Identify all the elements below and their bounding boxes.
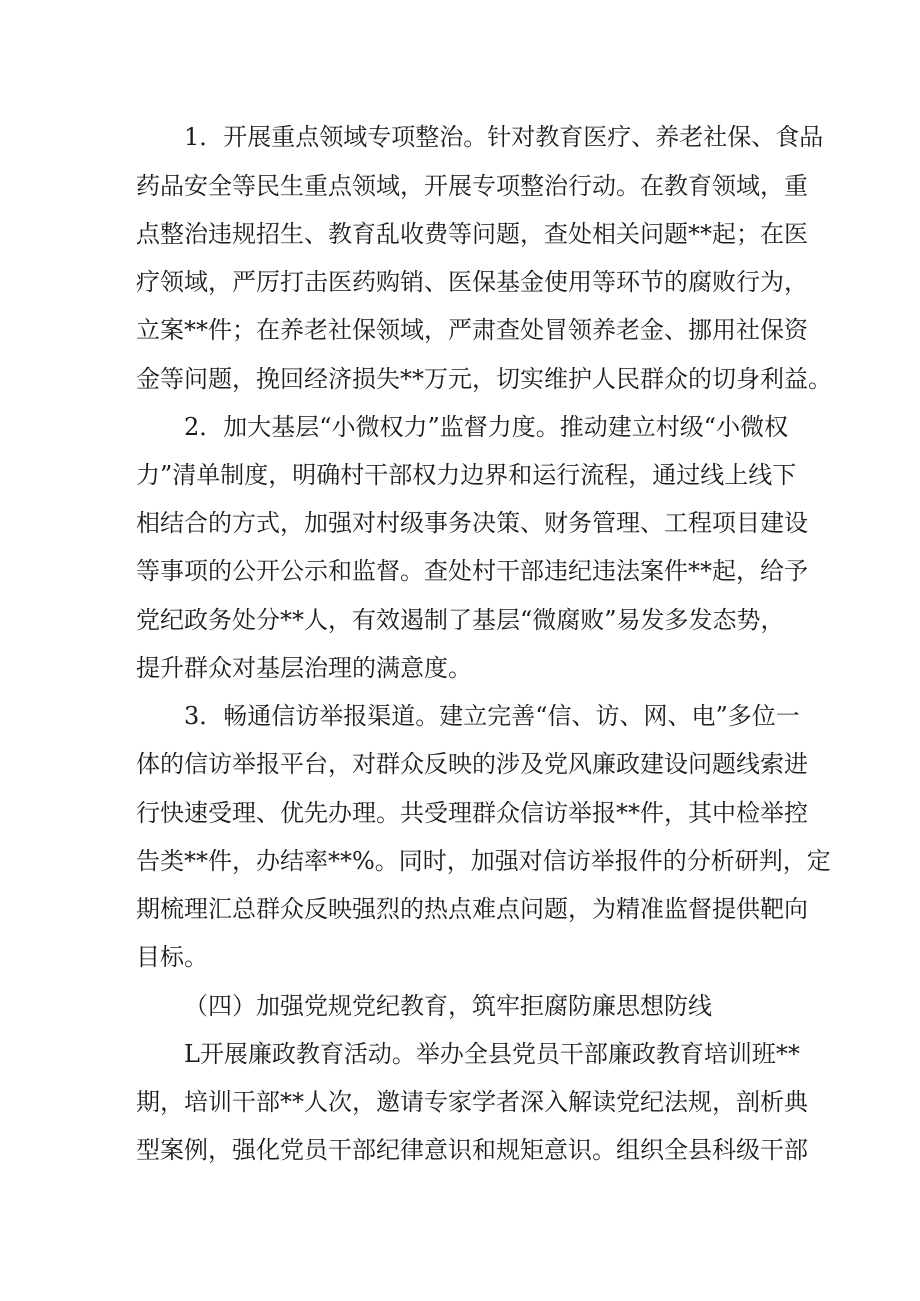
- paragraph-1-line-5: 立案**件；在养老社保领域，严肃查处冒领养老金、挪用社保资: [136, 316, 808, 344]
- paragraph-3-line-5: 期梳理汇总群众反映强烈的热点难点问题，为精准监督提供靶向: [136, 895, 808, 923]
- paragraph-2-line-3: 相结合的方式，加强对村级事务决策、财务管理、工程项目建设: [136, 509, 808, 537]
- paragraph-3-line-1: 3．畅通信访举报渠道。建立完善“信、访、网、电”多位一: [184, 702, 800, 730]
- paragraph-2-line-4: 等事项的公开公示和监督。查处村干部违纪违法案件**起，给予: [136, 557, 808, 585]
- paragraph-4-line-2: 期，培训干部**人次，邀请专家学者深入解读党纪法规，剖析典: [136, 1088, 808, 1116]
- paragraph-1-line-1: 1．开展重点领域专项整治。针对教育医疗、养老社保、食品: [184, 123, 824, 151]
- paragraph-3-line-3: 行快速受理、优先办理。共受理群众信访举报**件，其中检举控: [136, 799, 808, 827]
- paragraph-1-line-2: 药品安全等民生重点领域，开展专项整治行动。在教育领域，重: [136, 172, 808, 200]
- paragraph-2-line-5: 党纪政务处分**人，有效遏制了基层“微腐败”易发多发态势，: [136, 606, 785, 634]
- paragraph-1-line-3: 点整治违规招生、教育乱收费等问题，查处相关问题**起；在医: [136, 220, 808, 248]
- paragraph-2-line-1: 2．加大基层“小微权力”监督力度。推动建立村级“小微权: [184, 413, 789, 441]
- paragraph-1-line-4: 疗领域，严厉打击医药购销、医保基金使用等环节的腐败行为，: [136, 268, 808, 296]
- section-heading: （四）加强党规党纪教育，筑牢拒腐防廉思想防线: [184, 992, 712, 1020]
- paragraph-3-line-4: 告类**件，办结率**%。同时，加强对信访举报件的分析研判，定: [136, 847, 831, 875]
- paragraph-4-line-1: L开展廉政教育活动。举办全县党员干部廉政教育培训班**: [184, 1040, 800, 1068]
- paragraph-1-line-6: 金等问题，挽回经济损失**万元，切实维护人民群众的切身利益。: [136, 365, 832, 393]
- paragraph-3-line-6: 目标。: [136, 943, 208, 971]
- paragraph-2-line-6: 提升群众对基层治理的满意度。: [136, 654, 472, 682]
- paragraph-3-line-2: 体的信访举报平台，对群众反映的涉及党风廉政建设问题线索进: [136, 750, 808, 778]
- paragraph-2-line-2: 力”清单制度，明确村干部权力边界和运行流程，通过线上线下: [136, 461, 797, 489]
- paragraph-4-line-3: 型案例，强化党员干部纪律意识和规矩意识。组织全县科级干部: [136, 1136, 808, 1164]
